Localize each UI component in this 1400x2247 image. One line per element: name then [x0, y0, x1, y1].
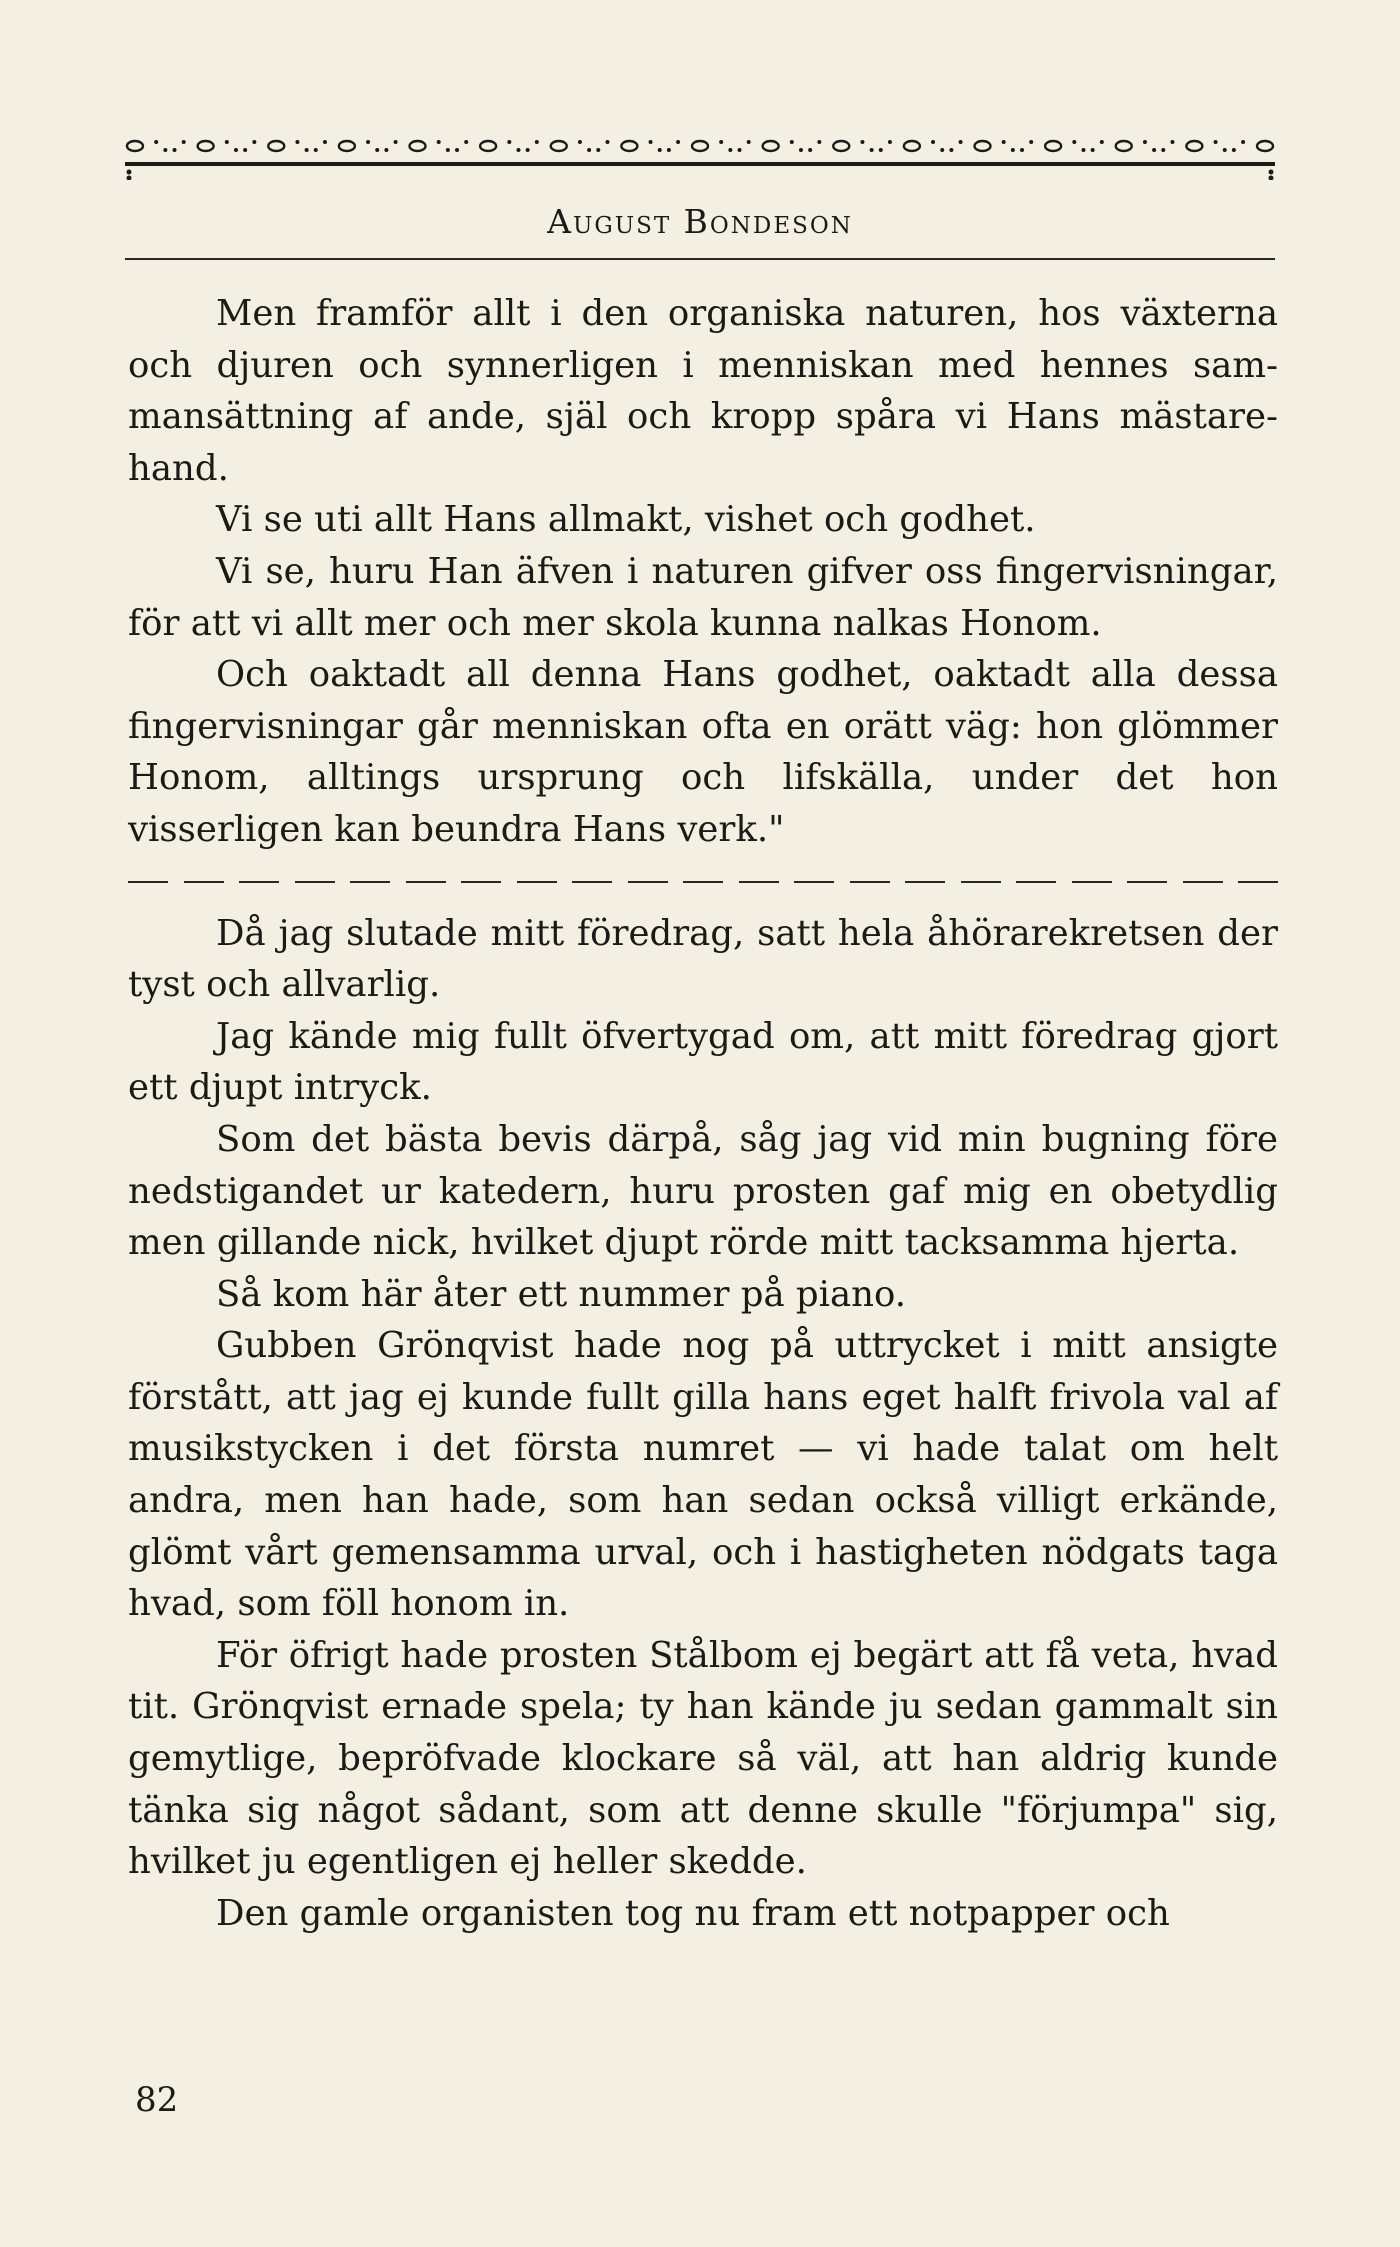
- ornament-dot: [1161, 148, 1165, 152]
- ornament-dot: [516, 148, 520, 152]
- ornament-dot: [888, 140, 892, 144]
- ornament-dot: [173, 148, 177, 152]
- ornament-dot: [790, 140, 794, 144]
- ornament-dot: [578, 140, 582, 144]
- ornament-oval: [763, 141, 779, 151]
- paragraph: Och oaktadt all denna Hans godhet, oaktadt alla dessa fingervisningar går menniskan ofta en orätt väg: hon glömmer Honom, alltings ursprung och lifskälla, under det hon visserligen kan beundra Hans verk.": [128, 654, 1278, 850]
- paragraph: För öfrigt hade prosten Stålbom ej begärt att få veta, hvad tit. Grönqvist ernade spela; ty han kände ju sedan gammalt sin gemytlige, bepröfvade klockare så väl, att han aldrig kunde tänka sig något sådant, som att denne skulle "förjumpa" sig, hvilket ju egentligen ej heller skedde.: [128, 1634, 1278, 1883]
- ornament-dot: [225, 140, 229, 144]
- ornament-oval: [975, 141, 991, 151]
- ornament-oval: [268, 141, 284, 151]
- ornament-dot: [1100, 140, 1104, 144]
- ornament-dot: [295, 140, 299, 144]
- ornament-dot: [1241, 140, 1245, 144]
- header-rule: [125, 258, 1275, 260]
- paragraph: Men framför allt i den organiska naturen, hos växterna och djuren och synnerligen i menniskan med hennes sammansättning af ande, själ och kropp spåra vi Hans mästarehand.: [128, 293, 1278, 489]
- ornament-dot: [808, 148, 812, 152]
- page-number: 82: [135, 2080, 179, 2120]
- ornament-dot: [738, 148, 742, 152]
- ornament-dot: [384, 148, 388, 152]
- ornament-dot: [375, 148, 379, 152]
- ornament-oval: [833, 141, 849, 151]
- ornament-dot: [817, 140, 821, 144]
- ornament-dot: [1029, 140, 1033, 144]
- ornament-dot: [587, 148, 591, 152]
- ornament-dot: [658, 148, 662, 152]
- ornament-oval: [904, 141, 920, 151]
- ornament-oval: [1045, 141, 1061, 151]
- ornament-oval: [621, 141, 637, 151]
- ornament-dot: [243, 148, 247, 152]
- ornament-dot: [799, 148, 803, 152]
- paragraph: Gubben Grönqvist hade nog på uttrycket i mitt ansigte förstått, att jag ej kunde fullt gilla hans eget halft frivola val af musikstycken i det första numret — vi hade talat om helt andra, men han hade, som han sedan också villigt erkände, glömt vårt gemensamma urval, och i hastigheten nödgats taga hvad, som föll honom in.: [128, 1325, 1278, 1625]
- ornament-dot: [719, 140, 723, 144]
- ornament-dot: [1223, 148, 1227, 152]
- paragraph: Den gamle organisten tog nu fram ett notpapper och: [216, 1892, 1170, 1934]
- ornament-dot: [252, 140, 256, 144]
- ornament-dot: [667, 148, 671, 152]
- paragraph: Jag kände mig fullt öfvertygad om, att mitt föredrag gjort ett djupt intryck.: [128, 1015, 1278, 1109]
- ornament-dot: [1170, 140, 1174, 144]
- ornament-dot: [464, 140, 468, 144]
- ornament-dot: [1081, 148, 1085, 152]
- ornament-dot: [940, 148, 944, 152]
- ornament-dot: [1011, 148, 1015, 152]
- paragraph: Så kom här åter ett nummer på piano.: [216, 1273, 907, 1315]
- ornament-dot: [860, 140, 864, 144]
- ornament-dot: [163, 148, 167, 152]
- ornament-dot: [1002, 140, 1006, 144]
- ornament-dot: [596, 148, 600, 152]
- ornament-oval: [1116, 141, 1132, 151]
- ornament-dot: [305, 148, 309, 152]
- paragraph: Då jag slutade mitt föredrag, satt hela åhörarekretsen der tyst och allvarlig.: [128, 912, 1278, 1006]
- ornament-dot: [728, 148, 732, 152]
- ornament-dot: [879, 148, 883, 152]
- ornament-dot: [366, 140, 370, 144]
- ornament-dot: [535, 140, 539, 144]
- ornament-oval: [1186, 141, 1202, 151]
- ornament-dot: [870, 148, 874, 152]
- ornament-dot: [154, 140, 158, 144]
- ornament-dot: [676, 140, 680, 144]
- ornament-dot: [1091, 148, 1095, 152]
- ornament-oval: [339, 141, 355, 151]
- ornament-dot: [959, 140, 963, 144]
- ornament-dot: [314, 148, 318, 152]
- ornament-dot: [1143, 140, 1147, 144]
- ornament-oval: [551, 141, 567, 151]
- ornament-dot: [446, 148, 450, 152]
- ornament-dot: [949, 148, 953, 152]
- ornament-dot: [234, 148, 238, 152]
- ornament-dot: [323, 140, 327, 144]
- ornament-dot: [507, 140, 511, 144]
- ornament-dot: [455, 148, 459, 152]
- ornament-oval: [127, 141, 143, 151]
- ornament-dot: [747, 140, 751, 144]
- ornament-oval: [1257, 141, 1273, 151]
- ornament-oval: [480, 141, 496, 151]
- section-break-dashes: [128, 878, 1278, 886]
- paragraph: Vi se, huru Han äfven i naturen gifver oss fingervisningar, för att vi allt mer och mer skola kunna nalkas Honom.: [128, 550, 1278, 644]
- ornament-dot: [1152, 148, 1156, 152]
- ornament-dot: [931, 140, 935, 144]
- ornament-dot: [1072, 140, 1076, 144]
- running-head: August Bondeson: [547, 202, 853, 241]
- ornament-dot: [394, 140, 398, 144]
- ornamental-border: [125, 128, 1275, 180]
- ornament-dot: [1020, 148, 1024, 152]
- ornament-oval: [692, 141, 708, 151]
- ornament-dot: [526, 148, 530, 152]
- ornament-oval: [198, 141, 214, 151]
- ornament-dot: [1232, 148, 1236, 152]
- ornament-dot: [605, 140, 609, 144]
- ornament-oval: [410, 141, 426, 151]
- paragraph: Som det bästa bevis därpå, såg jag vid min bugning före nedstigandet ur katedern, huru prosten gaf mig en obetydlig men gillande nick, hvilket djupt rörde mitt tacksamma hjerta.: [128, 1118, 1278, 1264]
- body-text: [128, 288, 1278, 1939]
- ornament-dot: [437, 140, 441, 144]
- ornament-dot: [182, 140, 186, 144]
- ornament-dot: [1214, 140, 1218, 144]
- paragraph: Vi se uti allt Hans allmakt, vishet och godhet.: [216, 499, 1036, 541]
- ornament-dot: [649, 140, 653, 144]
